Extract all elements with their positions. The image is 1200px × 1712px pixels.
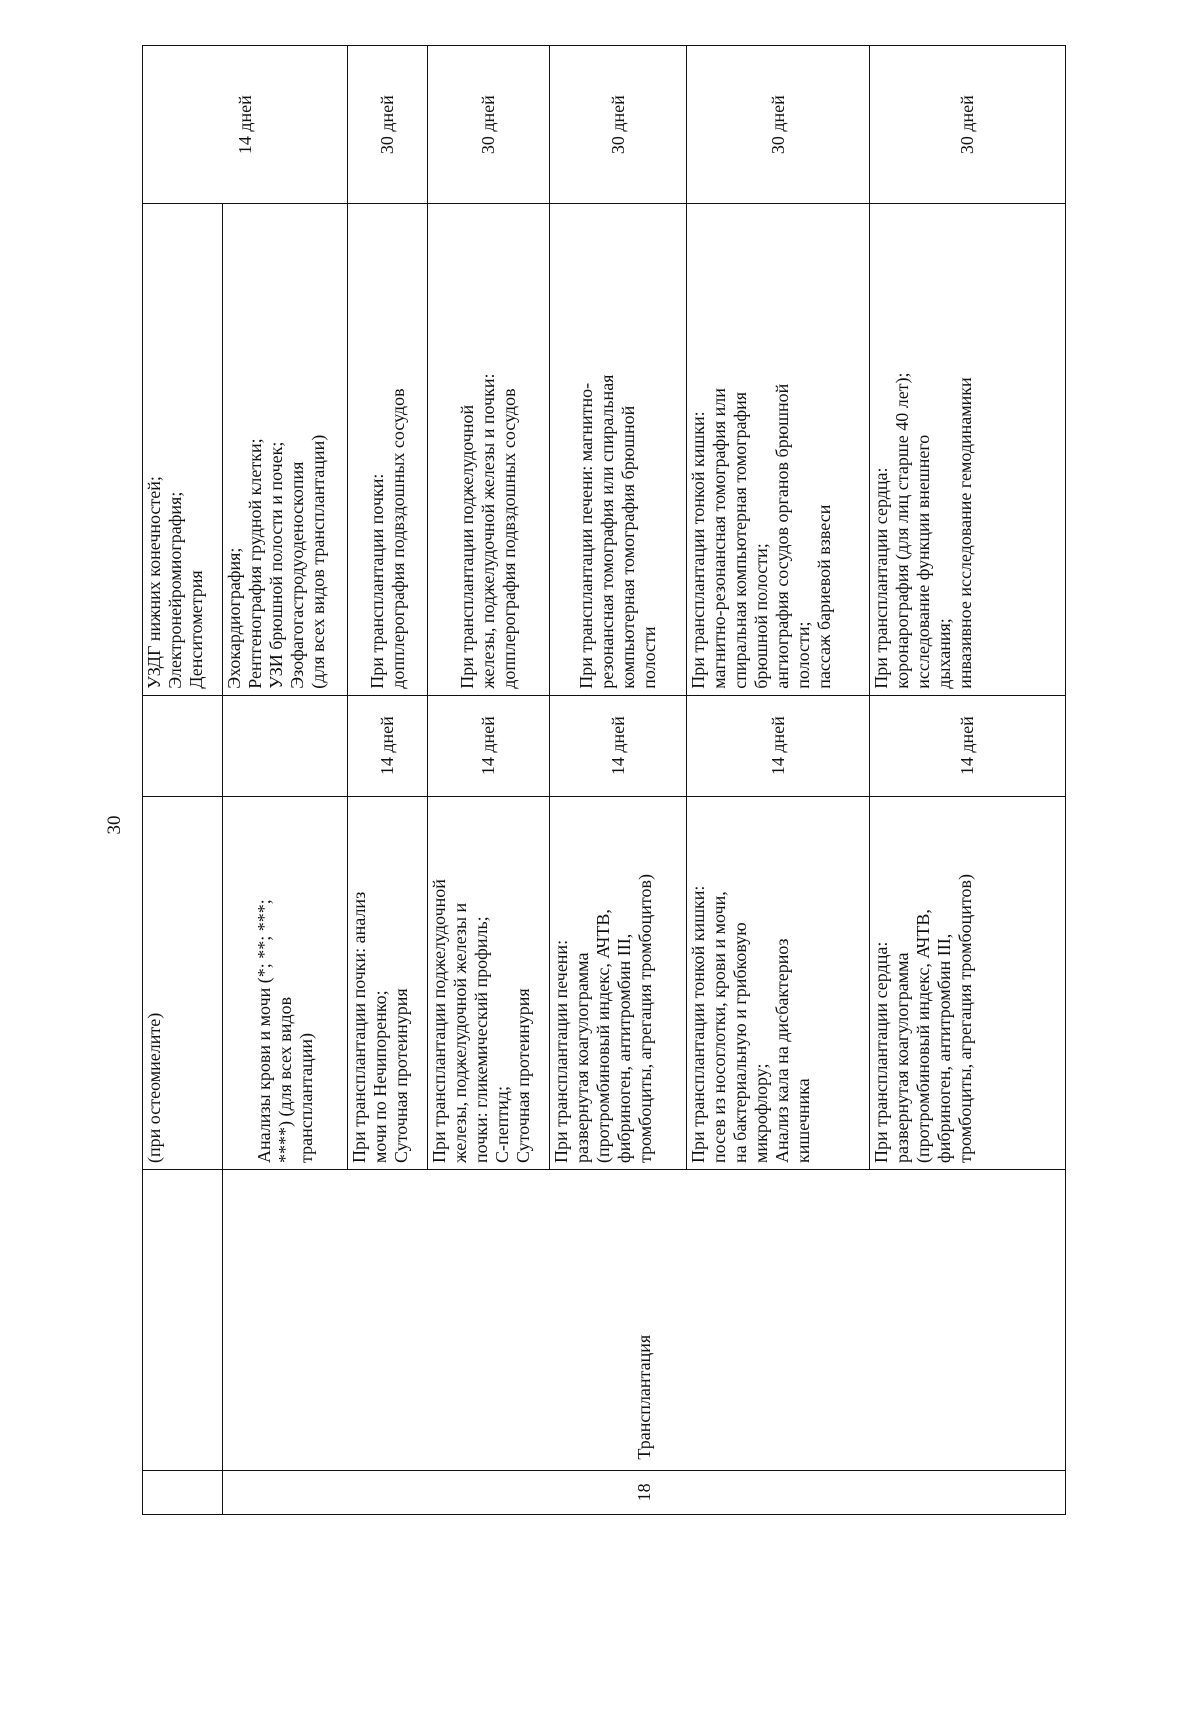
section-name-cell [143, 1169, 223, 1470]
analysis-line: микрофлору; [751, 1063, 771, 1163]
analysis-cell [223, 796, 348, 1169]
exam-cell [223, 204, 348, 695]
exam-line: железы, поджелудочной железы и почки: [478, 373, 498, 689]
analysis-cell [550, 796, 687, 1169]
exam-line: допплерография подвздошных сосудов [499, 388, 519, 689]
analysis-line: развернутая коагулограмма [892, 952, 912, 1163]
analysis-term-cell: 14 дней [687, 695, 870, 796]
exam-line: При трансплантации сердца: [871, 467, 891, 689]
analysis-line: При трансплантации тонкой кишки: [688, 885, 708, 1163]
exam-line: При трансплантации поджелудочной [457, 404, 477, 689]
exam-line: резонансная томография или спиральная [597, 374, 617, 689]
exam-line: УЗИ брюшной полости и почек; [266, 441, 286, 689]
exam-line: магнитно-резонансная томография или [709, 388, 729, 689]
analysis-line: трансплантации) [295, 1033, 316, 1163]
exam-line: пассаж бариевой взвеси [814, 504, 834, 689]
exam-line: исследование функции внешнего [913, 434, 933, 689]
exam-cell [348, 204, 428, 695]
exam-line: При трансплантации тонкой кишки: [688, 411, 708, 689]
exam-line: Электронейромиография; [165, 491, 185, 689]
analysis-term-cell [143, 695, 223, 796]
exam-line: полости; [793, 621, 813, 689]
analysis-line: Суточная протеинурия [391, 988, 411, 1163]
table-row [143, 46, 223, 1515]
analysis-line: (протромбиновый индекс, АЧТВ, [913, 909, 933, 1163]
exam-line: При трансплантации печени: магнитно- [576, 382, 596, 689]
analysis-line: почки: гликемический профиль; [471, 916, 491, 1163]
page-number: 30 [104, 815, 125, 835]
exam-line: ангиография сосудов органов брюшной [772, 383, 792, 689]
exam-line: коронарография (для лиц старше 40 лет); [892, 372, 912, 689]
analysis-line: (при остеомиелите) [144, 1012, 164, 1163]
analysis-line: При трансплантации печени: [551, 939, 571, 1163]
analysis-line: тромбоциты, агрегация тромбоцитов) [635, 873, 655, 1163]
analysis-line: При трансплантации сердца: [871, 941, 891, 1163]
exam-line: Эзофагогастродуоденоскопия [287, 461, 307, 689]
exam-cell [143, 204, 223, 695]
analysis-line: на бактериальную и грибковую [730, 922, 750, 1163]
analysis-line: развернутая коагулограмма [572, 952, 592, 1163]
analysis-cell [687, 796, 870, 1169]
exam-line: компьютерная томография брюшной [618, 405, 638, 689]
analysis-term-cell: 14 дней [348, 695, 428, 796]
analysis-line: железы, поджелудочной железы и [450, 902, 470, 1163]
exam-term-cell: 30 дней [870, 46, 1066, 204]
analysis-term-cell: 14 дней [870, 695, 1066, 796]
exam-line: Денситометрия [186, 570, 206, 689]
analysis-line: С-пептид; [492, 1086, 512, 1163]
analysis-line: тромбоциты, агрегация тромбоцитов) [955, 873, 975, 1163]
exam-term-cell: 14 дней [143, 46, 348, 204]
table-row [223, 46, 348, 1515]
row-number-cell: 18 [223, 1470, 1066, 1514]
analysis-line: кишечника [793, 1078, 813, 1163]
analysis-cell [348, 796, 428, 1169]
analysis-line: ****) (для всех видов [274, 996, 295, 1163]
table-wrapper [142, 45, 1065, 1515]
row-number-cell [143, 1470, 223, 1514]
analysis-line: посев из носоглотки, крови и мочи, [709, 891, 729, 1163]
exam-cell [870, 204, 1066, 695]
analysis-line: фибриноген, антитромбин III, [614, 933, 634, 1163]
exam-cell [687, 204, 870, 695]
exam-line: спиральная компьютерная томография [730, 391, 750, 689]
exam-term-cell: 30 дней [348, 46, 428, 204]
exam-line: Эхокардиография; [224, 547, 244, 689]
exam-term-cell: 30 дней [687, 46, 870, 204]
analysis-line: При трансплантации почки: анализ [349, 891, 369, 1163]
analysis-line: Анализы крови и мочи (*; **; ***; [253, 899, 274, 1163]
exam-line: инвазивное исследование гемодинамики [955, 377, 975, 689]
exam-line: УЗДГ нижних конечностей; [144, 476, 164, 689]
analysis-cell [143, 796, 223, 1169]
analysis-line: (протромбиновый индекс, АЧТВ, [593, 909, 613, 1163]
analysis-term-cell: 14 дней [428, 695, 550, 796]
analysis-cell [428, 796, 550, 1169]
analysis-line: мочи по Нечипоренко; [370, 990, 390, 1163]
exam-term-cell: 30 дней [428, 46, 550, 204]
exam-term-cell: 30 дней [550, 46, 687, 204]
analysis-line: Суточная протеинурия [513, 988, 533, 1163]
analysis-line: При трансплантации поджелудочной [429, 879, 449, 1163]
exam-line: При трансплантации почки: [366, 473, 387, 689]
exam-cell [428, 204, 550, 695]
analysis-line: Анализ кала на дисбактериоз [772, 938, 792, 1163]
section-name-cell: Трансплантация [223, 1169, 1066, 1470]
exam-line: (для всех видов трансплантации) [308, 434, 328, 689]
analysis-line: фибриноген, антитромбин III, [934, 933, 954, 1163]
exam-cell [550, 204, 687, 695]
analysis-term-cell [223, 695, 348, 796]
exam-line: брюшной полости; [751, 543, 771, 689]
exam-line: Рентгенография грудной клетки; [245, 438, 265, 689]
exam-line: полости [639, 626, 659, 689]
analysis-cell [870, 796, 1066, 1169]
exam-line: допплерография подвздошных сосудов [387, 388, 408, 689]
exam-line: дыхания; [934, 618, 954, 689]
analysis-term-cell: 14 дней [550, 695, 687, 796]
transplant-table [142, 45, 1066, 1515]
